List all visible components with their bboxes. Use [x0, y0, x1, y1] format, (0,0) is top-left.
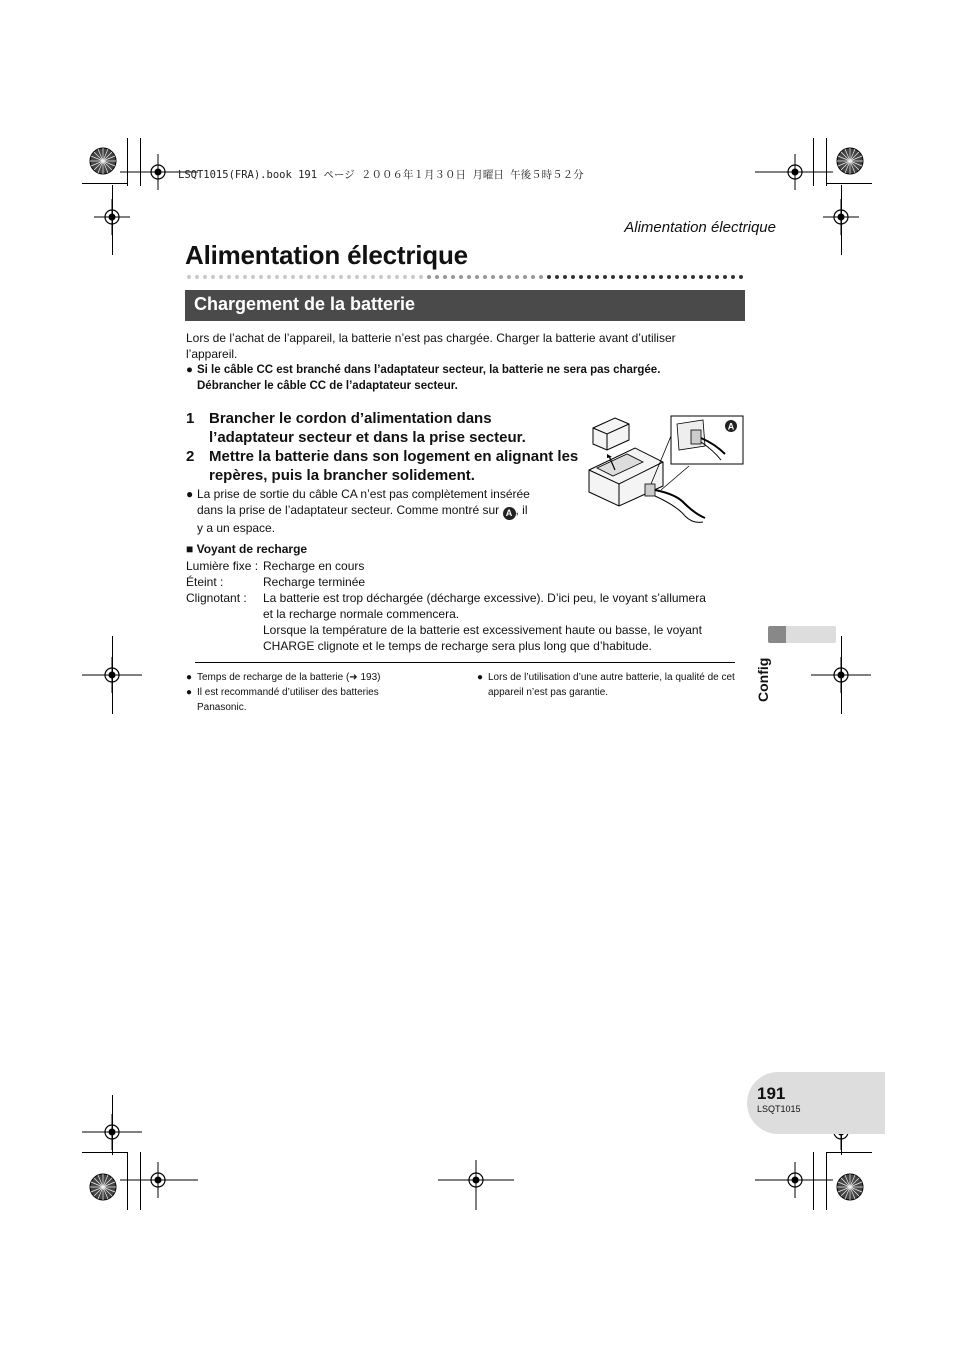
rule-dot	[219, 275, 223, 279]
charge-extra	[263, 622, 743, 654]
rule-dot	[651, 275, 655, 279]
note-item	[186, 685, 416, 715]
rule-dot	[723, 275, 727, 279]
section-tab-text: Config	[755, 657, 771, 702]
step-number: 2	[186, 448, 195, 465]
rule-dot	[371, 275, 375, 279]
warning-line-2: Débrancher le câble CC de l’adaptateur secteur.	[197, 380, 458, 392]
note-item	[477, 670, 737, 700]
note-line-1: La prise de sortie du câble CA n’est pas complètement insérée	[197, 487, 530, 501]
rule-dot	[603, 275, 607, 279]
charge-row	[186, 558, 364, 574]
rule-dot	[627, 275, 631, 279]
note-text: Lors de l’utilisation d’une autre batterie, la qualité de cet appareil n’est pas garantie.	[488, 672, 735, 698]
rule-dot	[611, 275, 615, 279]
rule-dot	[643, 275, 647, 279]
section-tab-label	[755, 650, 795, 710]
rule-dot	[515, 275, 519, 279]
rule-dot	[483, 275, 487, 279]
step-text: Mettre la batterie dans son logement en alignant les repères, puis la brancher solidement.	[209, 448, 579, 484]
charge-row-value: La batterie est trop déchargée (décharge excessive). D’ici peu, le voyant s’allumera et la recharge normale commencera.	[263, 591, 706, 621]
charger-illustration	[585, 410, 745, 530]
rule-dot	[387, 275, 391, 279]
rule-dot	[195, 275, 199, 279]
section-tab-marker	[768, 626, 786, 643]
rule-dot	[683, 275, 687, 279]
rule-dot	[475, 275, 479, 279]
step-text: Brancher le cordon d’alimentation dans l’adaptateur secteur et dans la prise secteur.	[209, 410, 526, 446]
rule-dot	[211, 275, 215, 279]
document-code: LSQT1015	[757, 1104, 801, 1114]
notes-left	[186, 670, 416, 715]
rule-dot	[395, 275, 399, 279]
rule-dot	[507, 275, 511, 279]
charge-row-value: Recharge en cours	[263, 559, 365, 573]
charge-row-value: Recharge terminée	[263, 575, 366, 589]
notes-divider	[195, 662, 735, 663]
figure-marker-label: A	[727, 421, 735, 432]
rule-dot	[355, 275, 359, 279]
charge-row-label: Lumière fixe :	[186, 559, 259, 573]
rule-dot	[523, 275, 527, 279]
rule-dot	[635, 275, 639, 279]
rule-dot	[491, 275, 495, 279]
print-file-line: LSQT1015(FRA).book 191 ページ ２００６年１月３０日 月曜日 午後５時５２分	[178, 169, 584, 181]
rule-dot	[499, 275, 503, 279]
rule-dot	[435, 275, 439, 279]
notes-right	[477, 670, 737, 700]
rule-dot	[459, 275, 463, 279]
step-note	[186, 486, 576, 536]
bullet-icon: ●	[186, 672, 193, 683]
page-title: Alimentation électrique	[185, 240, 468, 270]
rule-dot	[299, 275, 303, 279]
dotted-rule	[186, 274, 746, 280]
rule-dot	[667, 275, 671, 279]
intro-text: Lors de l’achat de l’appareil, la batterie n’est pas chargée. Charger la batterie avant d’utiliser l’appareil.	[186, 331, 676, 361]
rule-dot	[363, 275, 367, 279]
rule-dot	[699, 275, 703, 279]
charge-row-label: Clignotant :	[186, 591, 247, 605]
rule-dot	[379, 275, 383, 279]
rule-dot	[187, 275, 191, 279]
running-head: Alimentation électrique	[624, 219, 776, 236]
note-line-2: dans la prise de l’adaptateur secteur. Comme montré sur	[197, 503, 500, 517]
step-number: 1	[186, 410, 195, 427]
rule-dot	[571, 275, 575, 279]
rule-dot	[315, 275, 319, 279]
bullet-icon: ●	[186, 487, 194, 501]
rule-dot	[403, 275, 407, 279]
rule-dot	[691, 275, 695, 279]
rule-dot	[659, 275, 663, 279]
rule-dot	[619, 275, 623, 279]
rule-dot	[251, 275, 255, 279]
page-number: 191	[757, 1084, 786, 1103]
rule-dot	[307, 275, 311, 279]
rule-dot	[411, 275, 415, 279]
step-1	[186, 409, 586, 449]
charge-extra-line-1: Lorsque la température de la batterie est excessivement haute ou basse, le voyant	[263, 623, 702, 637]
rule-dot	[595, 275, 599, 279]
warning-line-1: Si le câble CC est branché dans l’adaptateur secteur, la batterie ne sera pas chargée.	[197, 364, 661, 376]
charge-row-label: Éteint :	[186, 575, 224, 589]
rule-dot	[227, 275, 231, 279]
rule-dot	[235, 275, 239, 279]
bullet-icon: ●	[186, 687, 193, 698]
rule-dot	[427, 275, 431, 279]
bullet-icon: ●	[186, 364, 193, 376]
rule-dot	[283, 275, 287, 279]
charge-title-text: Voyant de recharge	[196, 542, 308, 556]
rule-dot	[555, 275, 559, 279]
rule-dot	[443, 275, 447, 279]
square-bullet-icon: ■	[186, 542, 197, 556]
rule-dot	[203, 275, 207, 279]
rule-dot	[579, 275, 583, 279]
rule-dot	[291, 275, 295, 279]
rule-dot	[331, 275, 335, 279]
charge-row	[186, 574, 365, 590]
rule-dot	[243, 275, 247, 279]
section-heading: Chargement de la batterie	[185, 290, 745, 321]
note-text: Il est recommandé d’utiliser des batteries Panasonic.	[197, 687, 379, 713]
rule-dot	[531, 275, 535, 279]
rule-dot	[739, 275, 743, 279]
note-line-2-tail: , il	[515, 503, 528, 517]
note-text: Temps de recharge de la batterie (➜ 193)	[197, 672, 381, 683]
step-2	[186, 447, 586, 487]
rule-dot	[563, 275, 567, 279]
rule-dot	[339, 275, 343, 279]
charge-extra-line-2: CHARGE clignote et le temps de recharge sera plus long que d’habitude.	[263, 639, 652, 653]
rule-dot	[547, 275, 551, 279]
rule-dot	[731, 275, 735, 279]
charge-indicator-title	[186, 542, 307, 556]
rule-dot	[347, 275, 351, 279]
rule-dot	[587, 275, 591, 279]
rule-dot	[715, 275, 719, 279]
note-line-3: y a un espace.	[197, 521, 276, 535]
rule-dot	[539, 275, 543, 279]
rule-dot	[675, 275, 679, 279]
rule-dot	[259, 275, 263, 279]
bullet-icon: ●	[477, 672, 484, 683]
rule-dot	[707, 275, 711, 279]
rule-dot	[323, 275, 327, 279]
note-item	[186, 670, 416, 685]
rule-dot	[275, 275, 279, 279]
rule-dot	[451, 275, 455, 279]
marker-a-icon: A	[503, 507, 516, 520]
rule-dot	[467, 275, 471, 279]
warning-bullet	[186, 362, 726, 394]
rule-dot	[419, 275, 423, 279]
rule-dot	[267, 275, 271, 279]
